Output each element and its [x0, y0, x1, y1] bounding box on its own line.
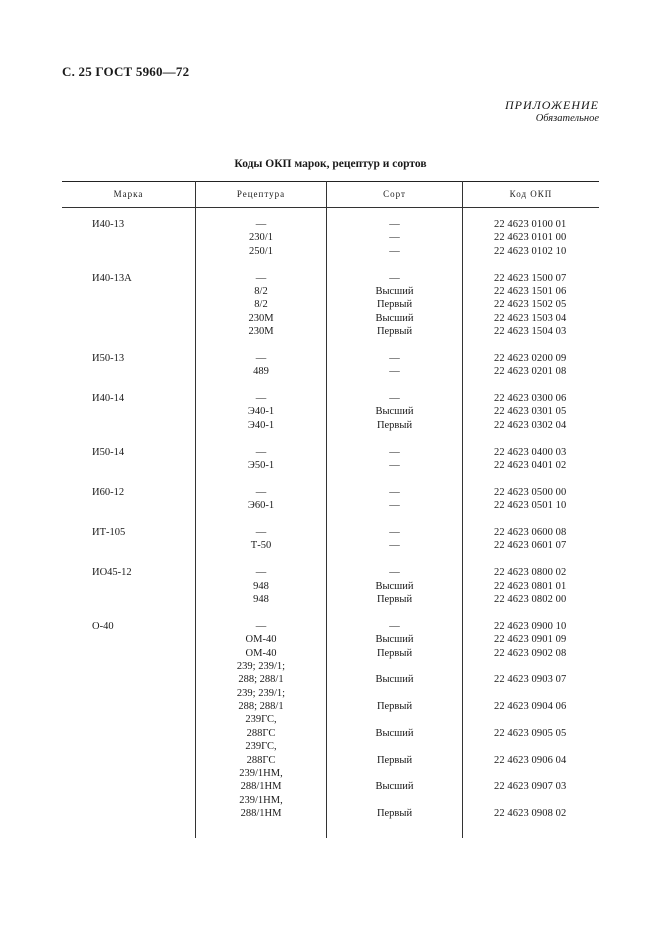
table-cell: 22 4623 1502 05	[494, 299, 567, 311]
table-cell: О-40	[92, 620, 114, 632]
table-cell	[92, 472, 132, 485]
table-cell	[92, 325, 132, 338]
table-cell	[92, 298, 132, 311]
table-top-rule	[62, 181, 599, 182]
table-cell	[92, 647, 132, 660]
column-header-sort: Сорт	[383, 189, 406, 199]
table-cell	[92, 513, 132, 526]
table-cell: Высший	[375, 312, 414, 324]
table-cell	[92, 633, 132, 646]
table-cell	[92, 700, 132, 713]
table-cell: 22 4623 0800 02	[494, 567, 567, 579]
table-cell: 22 4623 0601 07	[494, 540, 567, 552]
table-cell	[196, 553, 326, 566]
table-cell: 22 4623 0301 05	[494, 406, 567, 418]
table-cell	[92, 687, 132, 700]
appendix-label	[505, 98, 599, 124]
table-cell	[494, 606, 566, 619]
table-cell: ИТ-105	[92, 526, 126, 538]
table-cell	[196, 379, 326, 392]
table-cell: 948	[253, 580, 269, 592]
table-cell: 288/1НМ	[240, 808, 282, 820]
table-cell	[494, 339, 566, 352]
table-cell: —	[255, 486, 267, 498]
table-cell	[327, 432, 462, 445]
table-cell: 22 4623 0100 01	[494, 219, 567, 230]
page-header: С. 25 ГОСТ 5960—72	[62, 64, 190, 79]
table-cell: И40-13А	[92, 272, 132, 284]
table-cell: 22 4623 0101 00	[494, 232, 567, 244]
table-cell: 22 4623 0600 08	[494, 526, 567, 538]
table-cell: 8/2	[254, 285, 268, 297]
table-cell: —	[389, 352, 400, 364]
code-column	[494, 218, 566, 821]
table-cell: 22 4623 0905 05	[494, 727, 567, 739]
table-cell	[494, 513, 566, 526]
table-cell: Высший	[375, 285, 414, 297]
table-cell	[92, 553, 132, 566]
table-cell	[92, 593, 132, 606]
table-cell: Т-50	[250, 540, 272, 552]
table-cell: ИО45-12	[92, 567, 132, 579]
table-cell	[196, 432, 326, 445]
table-cell: —	[255, 219, 267, 230]
table-cell	[92, 740, 132, 753]
table-cell: Высший	[375, 727, 414, 739]
sort-column	[327, 218, 462, 821]
table-cell: 22 4623 0802 00	[494, 593, 567, 605]
table-cell: И50-13	[92, 352, 125, 364]
table-cell	[92, 258, 132, 271]
table-cell: —	[255, 352, 267, 364]
table-cell	[92, 767, 132, 780]
table-cell: 230М	[248, 326, 274, 338]
table-cell: 22 4623 0902 08	[494, 647, 567, 659]
table-cell	[327, 339, 462, 352]
table-cell: 288ГС	[246, 754, 276, 766]
table-cell	[92, 754, 132, 767]
table-cell	[92, 365, 132, 378]
table-cell: ОМ-40	[245, 647, 277, 659]
table-cell: Э50-1	[247, 460, 275, 472]
column-header-code: Код ОКП	[509, 189, 553, 199]
table-cell: —	[389, 486, 400, 498]
table-cell: —	[255, 446, 267, 458]
table-cell: Первый	[376, 808, 413, 820]
table-cell	[92, 432, 132, 445]
appendix-title: ПРИЛОЖЕНИЕ	[505, 98, 599, 112]
table-cell: 239; 239/1;	[236, 660, 286, 672]
table-cell: —	[389, 272, 400, 284]
table-cell: 22 4623 0400 03	[494, 446, 567, 458]
table-cell: 22 4623 1504 03	[494, 326, 567, 338]
table-cell: 239; 239/1;	[236, 687, 286, 699]
table-cell	[92, 245, 132, 258]
table-cell: 8/2	[254, 299, 268, 311]
table-cell: 22 4623 0901 09	[494, 634, 567, 646]
table-cell: 239ГС,	[245, 741, 277, 753]
table-cell	[92, 794, 132, 807]
table-cell	[92, 539, 132, 552]
table-cell	[196, 606, 326, 619]
table-cell: —	[389, 526, 400, 538]
table-cell	[92, 807, 132, 820]
table-cell	[327, 553, 462, 566]
table-cell	[327, 606, 462, 619]
table-cell: 250/1	[249, 245, 273, 257]
table-cell	[92, 660, 132, 673]
table-cell	[327, 379, 462, 392]
table-cell	[327, 258, 462, 271]
table-cell: 22 4623 0500 00	[494, 486, 567, 498]
table-cell: Э40-1	[247, 419, 275, 431]
table-cell: —	[255, 620, 267, 632]
table-title: Коды ОКП марок, рецептур и сортов	[234, 158, 427, 170]
table-cell: 22 4623 0201 08	[494, 366, 567, 378]
table-cell: Первый	[376, 419, 413, 431]
appendix-subtitle: Обязательное	[535, 113, 599, 124]
table-cell	[196, 339, 326, 352]
table-cell	[494, 379, 566, 392]
table-cell: И40-14	[92, 393, 125, 405]
table-cell: 288/1НМ	[240, 781, 282, 793]
table-cell	[494, 740, 566, 753]
column-header-recipe: Рецептура	[236, 189, 286, 199]
table-cell: —	[389, 245, 400, 257]
table-cell	[494, 660, 566, 673]
table-cell: —	[389, 500, 400, 512]
table-cell: Первый	[376, 647, 413, 659]
table-cell: Э60-1	[247, 500, 275, 512]
marka-column	[92, 218, 132, 821]
table-cell	[92, 419, 132, 432]
table-cell: —	[389, 219, 400, 230]
table-cell: Первый	[376, 593, 413, 605]
table-cell	[92, 727, 132, 740]
table-cell: —	[389, 446, 400, 458]
table-cell: —	[255, 567, 267, 579]
table-cell	[327, 794, 462, 807]
column-header-marka: Марка	[113, 189, 144, 199]
table-cell: —	[389, 232, 400, 244]
table-cell: 230М	[248, 312, 274, 324]
table-cell: 22 4623 1503 04	[494, 312, 567, 324]
table-cell: 22 4623 0903 07	[494, 674, 567, 686]
table-cell	[92, 673, 132, 686]
table-cell: Высший	[375, 781, 414, 793]
table-cell: Высший	[375, 634, 414, 646]
table-cell: —	[255, 393, 267, 405]
table-cell: —	[255, 272, 267, 284]
table-cell: —	[389, 366, 400, 378]
table-cell	[327, 713, 462, 726]
table-cell: 288; 288/1	[238, 701, 284, 713]
table-cell: Первый	[376, 299, 413, 311]
table-cell: Высший	[375, 674, 414, 686]
table-cell	[196, 472, 326, 485]
table-cell	[327, 687, 462, 700]
table-cell: 239ГС,	[245, 714, 277, 726]
table-cell: Первый	[376, 754, 413, 766]
table-cell: 22 4623 1500 07	[494, 272, 567, 284]
table-cell	[92, 379, 132, 392]
table-cell	[327, 767, 462, 780]
table-cell: —	[389, 393, 400, 405]
table-cell	[92, 312, 132, 325]
column-divider	[462, 181, 463, 838]
table-cell: 22 4623 0302 04	[494, 419, 567, 431]
table-cell: Высший	[375, 580, 414, 592]
table-cell	[494, 794, 566, 807]
table-cell	[327, 660, 462, 673]
table-cell: 288; 288/1	[238, 674, 284, 686]
table-cell: 22 4623 0904 06	[494, 701, 567, 713]
table-cell: И50-14	[92, 446, 125, 458]
table-cell	[327, 513, 462, 526]
table-cell	[92, 713, 132, 726]
table-cell: 22 4623 0200 09	[494, 352, 567, 364]
table-cell: —	[389, 620, 400, 632]
table-header-rule	[62, 207, 599, 208]
table-cell	[92, 285, 132, 298]
table-cell	[92, 499, 132, 512]
table-cell: 22 4623 0300 06	[494, 393, 567, 405]
table-cell: 948	[253, 593, 269, 605]
table-cell: 489	[253, 366, 269, 378]
table-cell	[92, 780, 132, 793]
table-cell	[92, 405, 132, 418]
table-cell: Первый	[376, 326, 413, 338]
table-cell	[92, 459, 132, 472]
table-cell	[196, 513, 326, 526]
table-cell: —	[389, 460, 400, 472]
table-cell	[494, 258, 566, 271]
table-cell: 22 4623 0907 03	[494, 781, 567, 793]
table-cell: 22 4623 0906 04	[494, 754, 567, 766]
table-cell	[494, 713, 566, 726]
table-cell: 22 4623 1501 06	[494, 285, 567, 297]
table-cell: —	[255, 526, 267, 538]
table-cell	[92, 606, 132, 619]
table-cell: 239/1НМ,	[239, 794, 283, 806]
table-cell: ОМ-40	[245, 634, 277, 646]
table-cell: 288ГС	[246, 727, 276, 739]
table-cell	[92, 339, 132, 352]
table-cell: Э40-1	[247, 406, 275, 418]
table-cell: 239/1НМ,	[239, 768, 283, 780]
table-cell: И40-13	[92, 219, 125, 230]
table-cell	[92, 580, 132, 593]
table-cell: 22 4623 0801 01	[494, 580, 567, 592]
table-cell: 22 4623 0900 10	[494, 620, 567, 632]
table-cell: —	[389, 540, 400, 552]
table-cell: 230/1	[249, 232, 273, 244]
table-cell: Первый	[376, 701, 413, 713]
table-cell: 22 4623 0102 10	[494, 245, 567, 257]
table-cell	[327, 472, 462, 485]
table-cell: И60-12	[92, 486, 125, 498]
recipe-column	[196, 218, 326, 821]
table-cell	[494, 553, 566, 566]
table-cell	[327, 740, 462, 753]
table-cell: Высший	[375, 406, 414, 418]
table-cell	[494, 432, 566, 445]
table-cell	[494, 472, 566, 485]
table-cell: 22 4623 0501 10	[494, 500, 567, 512]
table-cell	[92, 231, 132, 244]
table-cell: —	[389, 567, 400, 579]
table-cell: 22 4623 0401 02	[494, 460, 567, 472]
table-cell	[196, 258, 326, 271]
table-cell	[494, 767, 566, 780]
table-cell	[494, 687, 566, 700]
table-cell: 22 4623 0908 02	[494, 808, 567, 820]
